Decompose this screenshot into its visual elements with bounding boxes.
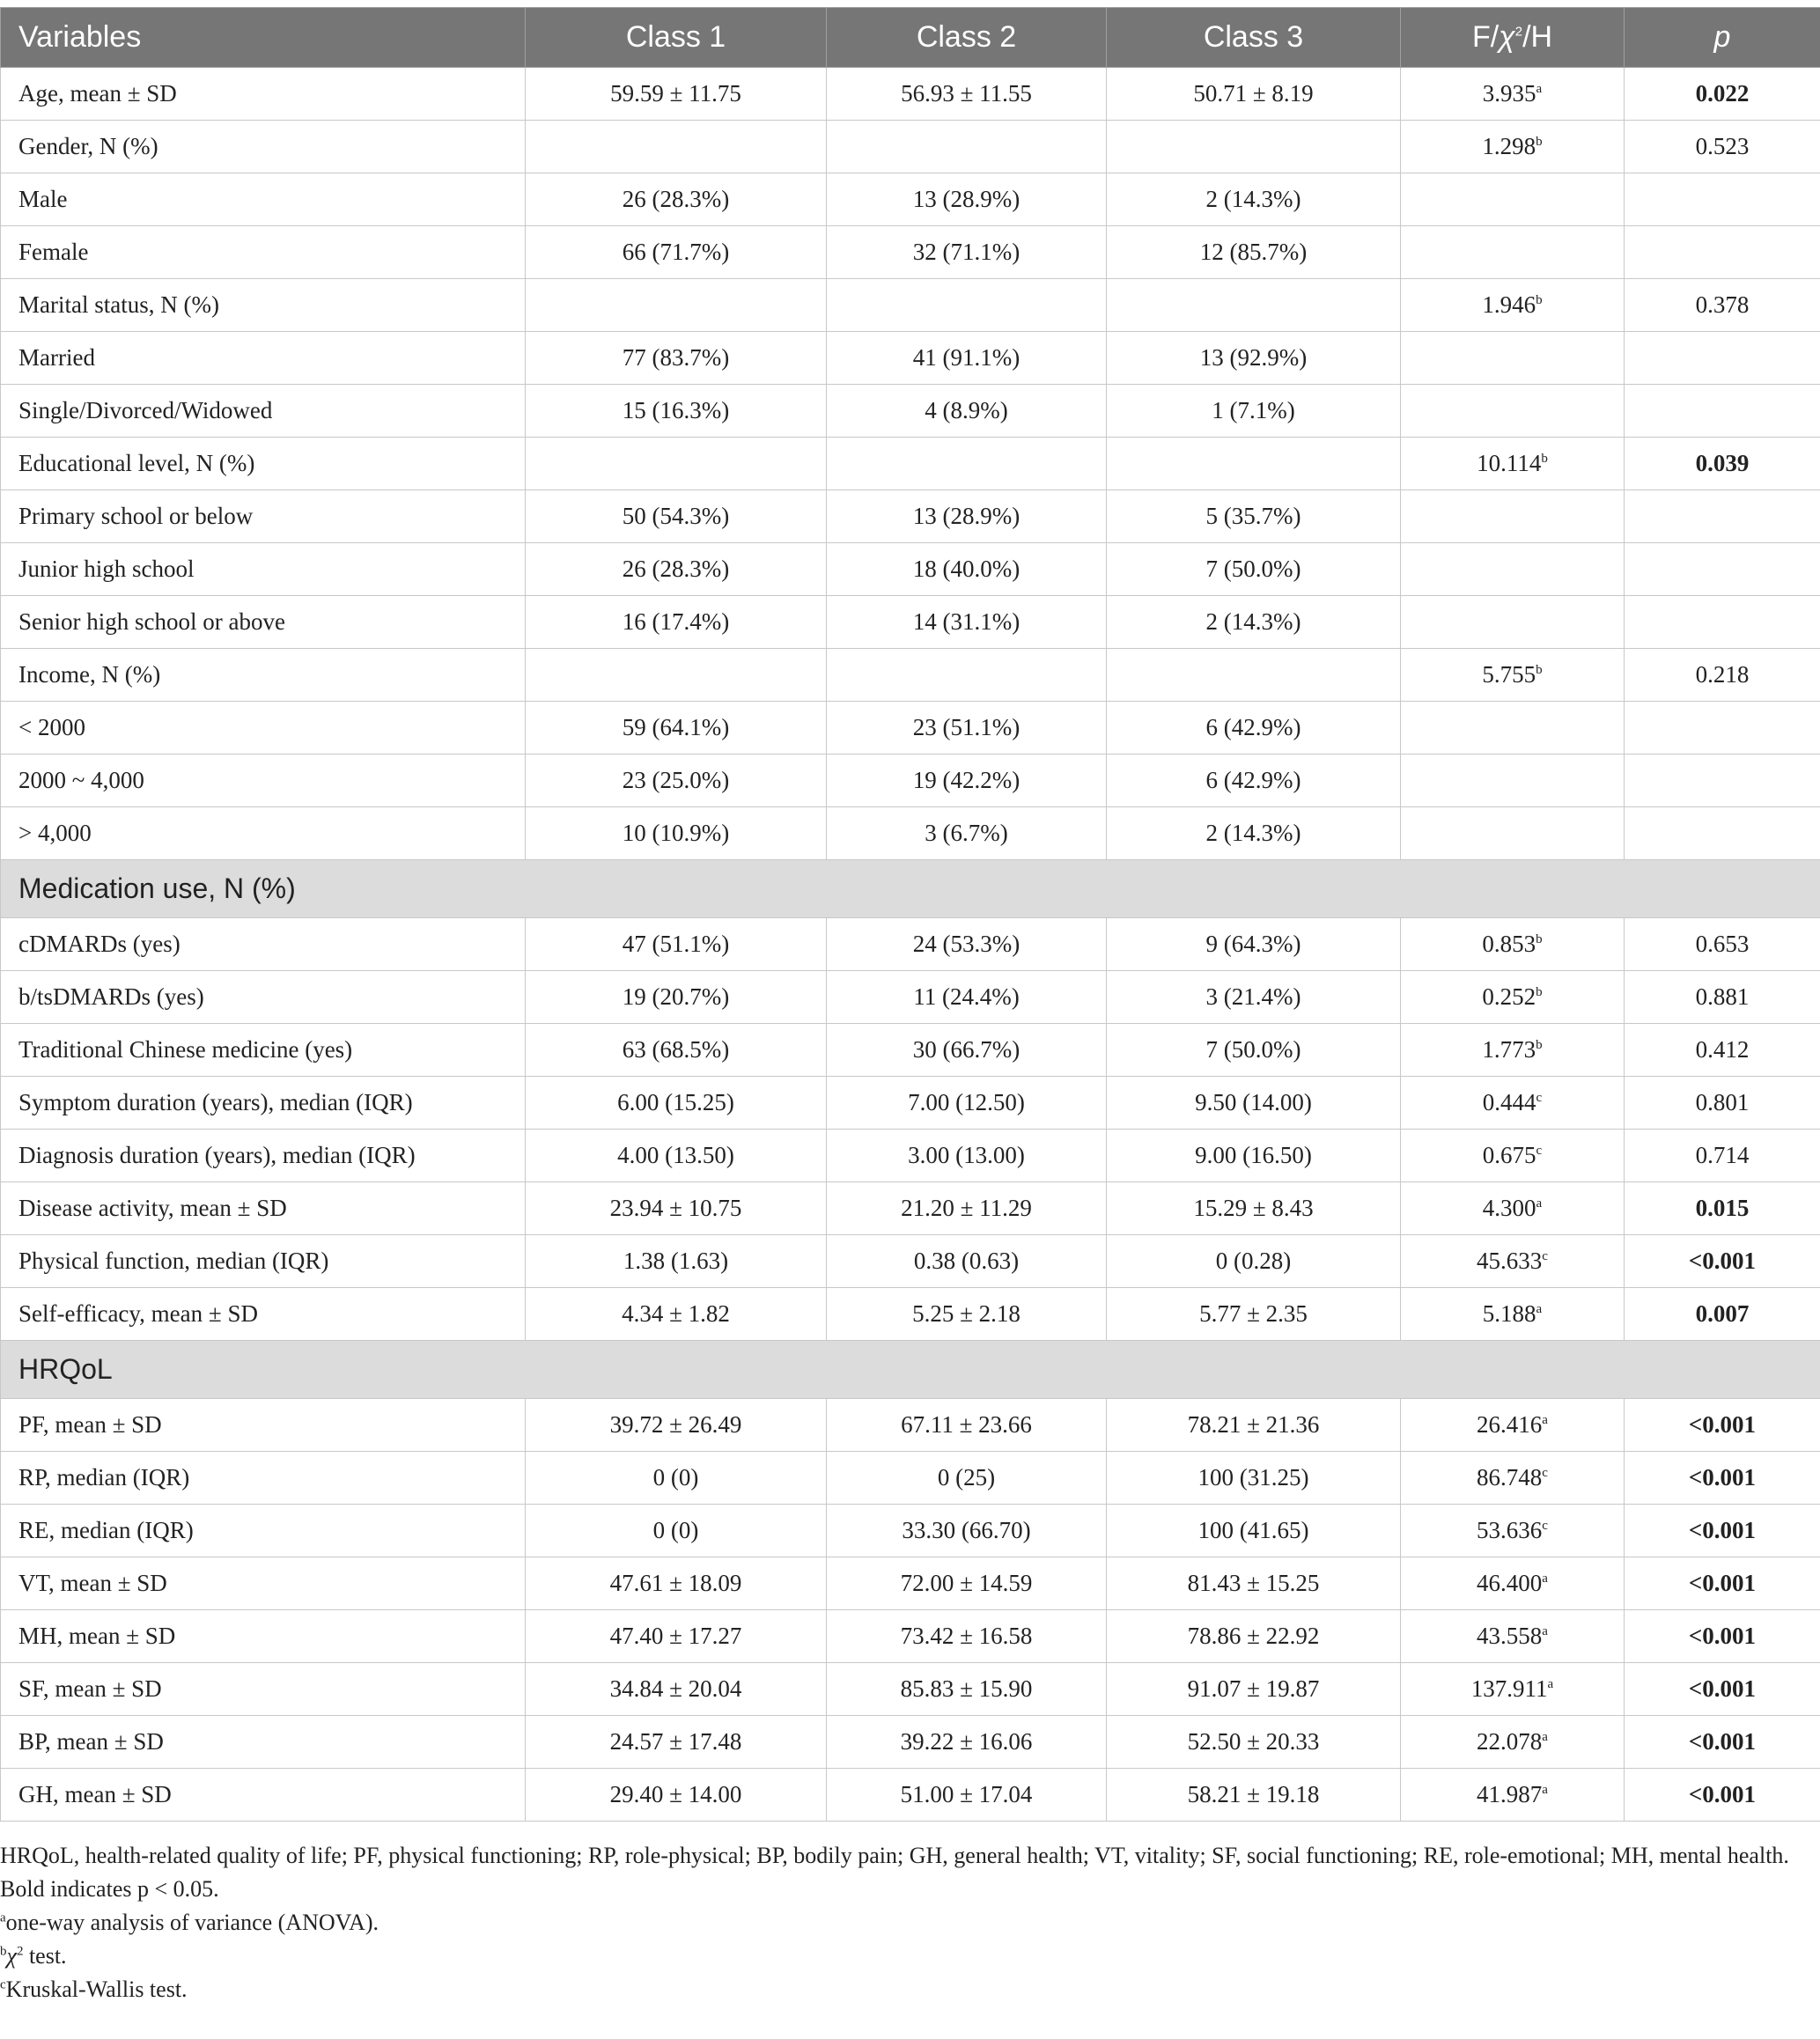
cell-p-value: <0.001 [1625,1505,1820,1557]
row-label: Married [1,332,526,385]
header-statistic: $F/\chi^2/H$ [1401,8,1625,68]
cell-class3: 3 (21.4%) [1107,971,1401,1024]
cell-statistic [1401,1557,1625,1610]
cell-class3: 78.21 ± 21.36 [1107,1399,1401,1452]
cell-class2: 72.00 ± 14.59 [827,1557,1107,1610]
cell-class1: 10 (10.9%) [526,807,827,860]
cell-statistic [1401,649,1625,702]
statistic-value: 43.558 [1477,1623,1543,1649]
cell-p-value: 0.022 [1625,68,1820,121]
row-label: Primary school or below [1,490,526,543]
section-title: HRQoL [1,1341,1820,1399]
cell-class2 [827,438,1107,490]
cell-class2: 73.42 ± 16.58 [827,1610,1107,1663]
statistic-value: 0.853 [1482,931,1536,957]
row-label: Age, mean ± SD [1,68,526,121]
cell-class3: 5.77 ± 2.35 [1107,1288,1401,1341]
cell-class1: 15 (16.3%) [526,385,827,438]
cell-statistic [1401,173,1625,226]
table-container [0,7,1820,2006]
cell-class3: 2 (14.3%) [1107,596,1401,649]
row-label: Female [1,226,526,279]
row-label: Diagnosis duration (years), median (IQR) [1,1130,526,1182]
row-label: Income, N (%) [1,649,526,702]
cell-statistic [1401,1235,1625,1288]
cell-class2: 13 (28.9%) [827,173,1107,226]
statistic-value: 86.748 [1477,1464,1543,1491]
cell-statistic [1401,121,1625,173]
table-row [1,385,1820,438]
cell-p-value: <0.001 [1625,1452,1820,1505]
cell-class2: 41 (91.1%) [827,332,1107,385]
table-row [1,807,1820,860]
statistic-test-marker: a [1542,1783,1548,1797]
cell-class2: 85.83 ± 15.90 [827,1663,1107,1716]
table-row [1,1130,1820,1182]
statistic-value: 0.675 [1482,1142,1536,1168]
table-row [1,596,1820,649]
cell-class1: 26 (28.3%) [526,173,827,226]
row-label: Male [1,173,526,226]
cell-p-value: 0.015 [1625,1182,1820,1235]
cell-class2: 24 (53.3%) [827,918,1107,971]
table-row [1,173,1820,226]
cell-class3: 7 (50.0%) [1107,543,1401,596]
row-label: RE, median (IQR) [1,1505,526,1557]
cell-class2 [827,121,1107,173]
table-row [1,490,1820,543]
statistic-test-marker: a [1536,1196,1543,1211]
statistic-value: 41.987 [1477,1781,1543,1807]
row-label: Symptom duration (years), median (IQR) [1,1077,526,1130]
cell-class3 [1107,438,1401,490]
table-row [1,649,1820,702]
table-row [1,1077,1820,1130]
table-row [1,1716,1820,1769]
statistic-test-marker: c [1542,1249,1548,1263]
row-label: b/tsDMARDs (yes) [1,971,526,1024]
cell-class3: 100 (31.25) [1107,1452,1401,1505]
cell-class2: 18 (40.0%) [827,543,1107,596]
row-label: PF, mean ± SD [1,1399,526,1452]
row-label: SF, mean ± SD [1,1663,526,1716]
statistic-value: 1.298 [1482,133,1536,159]
cell-statistic [1401,1716,1625,1769]
statistic-test-marker: c [1536,1144,1543,1158]
table-row [1,1182,1820,1235]
cell-p-value: 0.007 [1625,1288,1820,1341]
cell-class3: 100 (41.65) [1107,1505,1401,1557]
statistic-value: 137.911 [1470,1675,1548,1702]
statistic-test-marker: a [1542,1730,1548,1744]
cell-statistic [1401,1024,1625,1077]
row-label: cDMARDs (yes) [1,918,526,971]
table-row [1,918,1820,971]
cell-class1: 26 (28.3%) [526,543,827,596]
cell-class3: 58.21 ± 19.18 [1107,1769,1401,1822]
table-row [1,279,1820,332]
cell-class2: 3 (6.7%) [827,807,1107,860]
cell-statistic [1401,279,1625,332]
cell-statistic [1401,1130,1625,1182]
cell-p-value [1625,755,1820,807]
cell-class2: 3.00 (13.00) [827,1130,1107,1182]
cell-class2: 19 (42.2%) [827,755,1107,807]
cell-class2: 13 (28.9%) [827,490,1107,543]
statistic-value: 1.773 [1482,1036,1536,1063]
section-title: Medication use, N (%) [1,860,1820,918]
cell-statistic [1401,918,1625,971]
cell-class3: 2 (14.3%) [1107,173,1401,226]
cell-statistic [1401,1663,1625,1716]
cell-class3: 78.86 ± 22.92 [1107,1610,1401,1663]
cell-statistic [1401,807,1625,860]
cell-class1: 23.94 ± 10.75 [526,1182,827,1235]
cell-class1: 19 (20.7%) [526,971,827,1024]
row-label: 2000 ~ 4,000 [1,755,526,807]
row-label: GH, mean ± SD [1,1769,526,1822]
statistic-test-marker: b [1536,985,1543,999]
cell-class1: 6.00 (15.25) [526,1077,827,1130]
cell-p-value: 0.714 [1625,1130,1820,1182]
cell-statistic [1401,1505,1625,1557]
cell-class3: 0 (0.28) [1107,1235,1401,1288]
table-row [1,755,1820,807]
cell-statistic [1401,971,1625,1024]
table-row [1,1235,1820,1288]
cell-statistic [1401,1769,1625,1822]
table-row [1,332,1820,385]
statistic-test-marker: b [1536,135,1543,149]
header-class3: Class 3 [1107,8,1401,68]
cell-class2: 23 (51.1%) [827,702,1107,755]
cell-statistic [1401,702,1625,755]
cell-p-value: <0.001 [1625,1663,1820,1716]
cell-class2: 14 (31.1%) [827,596,1107,649]
header-class1: Class 1 [526,8,827,68]
footnote-c: $^c$Kruskal-Wallis test. [0,1976,188,2002]
row-label: < 2000 [1,702,526,755]
row-label: Self-efficacy, mean ± SD [1,1288,526,1341]
row-label: Senior high school or above [1,596,526,649]
cell-statistic [1401,226,1625,279]
cell-class2: 5.25 ± 2.18 [827,1288,1107,1341]
cell-class1 [526,279,827,332]
cell-class1: 24.57 ± 17.48 [526,1716,827,1769]
cell-class3: 52.50 ± 20.33 [1107,1716,1401,1769]
cell-class1: 39.72 ± 26.49 [526,1399,827,1452]
header-class2: Class 2 [827,8,1107,68]
cell-class3: 9.00 (16.50) [1107,1130,1401,1182]
cell-p-value: 0.801 [1625,1077,1820,1130]
cell-class2: 30 (66.7%) [827,1024,1107,1077]
statistic-value: 4.300 [1482,1195,1536,1221]
cell-class1: 0 (0) [526,1505,827,1557]
cell-class1 [526,121,827,173]
cell-class3: 50.71 ± 8.19 [1107,68,1401,121]
cell-statistic [1401,596,1625,649]
cell-class2: 56.93 ± 11.55 [827,68,1107,121]
cell-class2: 21.20 ± 11.29 [827,1182,1107,1235]
row-label: Educational level, N (%) [1,438,526,490]
statistic-test-marker: a [1542,1624,1548,1638]
statistic-test-marker: a [1542,1413,1548,1427]
statistic-value: 46.400 [1477,1570,1543,1596]
cell-class1: 47.40 ± 17.27 [526,1610,827,1663]
cell-class1: 47.61 ± 18.09 [526,1557,827,1610]
statistic-value: 5.755 [1482,661,1536,688]
cell-class3: 12 (85.7%) [1107,226,1401,279]
row-label: > 4,000 [1,807,526,860]
cell-class1 [526,649,827,702]
section-row [1,860,1820,918]
statistic-test-marker: c [1542,1519,1548,1533]
cell-p-value [1625,173,1820,226]
table-footnotes [0,1822,1820,2006]
cell-class1: 50 (54.3%) [526,490,827,543]
cell-statistic [1401,755,1625,807]
cell-p-value: 0.218 [1625,649,1820,702]
cell-p-value [1625,226,1820,279]
cell-statistic [1401,1288,1625,1341]
cell-p-value: <0.001 [1625,1769,1820,1822]
cell-statistic [1401,332,1625,385]
cell-class3: 9 (64.3%) [1107,918,1401,971]
row-label: Gender, N (%) [1,121,526,173]
cell-p-value: 0.378 [1625,279,1820,332]
statistic-test-marker: b [1536,663,1543,677]
cell-statistic [1401,438,1625,490]
section-row [1,1341,1820,1399]
cell-p-value: 0.523 [1625,121,1820,173]
cell-class1: 34.84 ± 20.04 [526,1663,827,1716]
cell-p-value: <0.001 [1625,1610,1820,1663]
table-row [1,1769,1820,1822]
statistic-value: 3.935 [1482,80,1536,107]
statistic-test-marker: b [1536,1038,1543,1052]
cell-class3: 1 (7.1%) [1107,385,1401,438]
cell-class3 [1107,121,1401,173]
row-label: Single/Divorced/Widowed [1,385,526,438]
cell-class3: 6 (42.9%) [1107,702,1401,755]
statistic-test-marker: a [1542,1572,1548,1586]
row-label: VT, mean ± SD [1,1557,526,1610]
statistic-test-marker: c [1536,1091,1543,1105]
row-label: RP, median (IQR) [1,1452,526,1505]
cell-class3: 91.07 ± 19.87 [1107,1663,1401,1716]
cell-class2 [827,649,1107,702]
cell-class3: 5 (35.7%) [1107,490,1401,543]
table-row [1,1663,1820,1716]
table-row [1,1399,1820,1452]
cell-class2: 7.00 (12.50) [827,1077,1107,1130]
cell-class1: 63 (68.5%) [526,1024,827,1077]
table-row [1,438,1820,490]
cell-class3: 7 (50.0%) [1107,1024,1401,1077]
table-row [1,971,1820,1024]
statistic-test-marker: a [1536,1302,1543,1316]
header-variables: Variables [1,8,526,68]
table-row [1,1610,1820,1663]
cell-class3 [1107,649,1401,702]
cell-class1: 4.00 (13.50) [526,1130,827,1182]
cell-class1: 29.40 ± 14.00 [526,1769,827,1822]
row-label: Traditional Chinese medicine (yes) [1,1024,526,1077]
table-row [1,1557,1820,1610]
cell-class2: 11 (24.4%) [827,971,1107,1024]
cell-class2: 67.11 ± 23.66 [827,1399,1107,1452]
row-label: Junior high school [1,543,526,596]
cell-p-value [1625,490,1820,543]
cell-class2: 0 (25) [827,1452,1107,1505]
row-label: Disease activity, mean ± SD [1,1182,526,1235]
cell-statistic [1401,385,1625,438]
cell-class1: 1.38 (1.63) [526,1235,827,1288]
cell-p-value: 0.881 [1625,971,1820,1024]
cell-p-value: <0.001 [1625,1399,1820,1452]
cell-class1: 59.59 ± 11.75 [526,68,827,121]
statistic-value: 26.416 [1477,1411,1543,1438]
cell-class3: 13 (92.9%) [1107,332,1401,385]
statistic-value: 10.114 [1477,450,1542,476]
cell-statistic [1401,68,1625,121]
table-body [1,68,1820,1822]
table-row [1,702,1820,755]
footnote-b: $^b\chi^2$ test. [0,1943,67,1969]
table-row [1,1288,1820,1341]
row-label: Marital status, N (%) [1,279,526,332]
cell-class2: 0.38 (0.63) [827,1235,1107,1288]
header-p: p [1625,8,1820,68]
cell-class2: 33.30 (66.70) [827,1505,1107,1557]
cell-p-value [1625,596,1820,649]
cell-p-value [1625,332,1820,385]
cell-statistic [1401,1182,1625,1235]
footnote-abbreviations: HRQoL, health-related quality of life; PF, physical functioning; RP, role-physical; BP, bodily pain; GH, general health; VT, vitality; SF, social functioning; RE, role-emotional; MH, mental health. Bold indicates p < 0.05. [0,1843,1789,1902]
statistic-value: 45.633 [1477,1248,1543,1274]
row-label: BP, mean ± SD [1,1716,526,1769]
cell-statistic [1401,490,1625,543]
cell-class1: 47 (51.1%) [526,918,827,971]
statistic-value: 5.188 [1482,1300,1536,1327]
row-label: MH, mean ± SD [1,1610,526,1663]
statistic-test-marker: a [1536,82,1543,96]
statistic-value: 0.444 [1482,1089,1536,1115]
cell-p-value: <0.001 [1625,1235,1820,1288]
statistic-value: 22.078 [1477,1728,1543,1755]
statistic-test-marker: b [1541,452,1548,466]
cell-class1 [526,438,827,490]
table-row [1,226,1820,279]
cell-p-value [1625,807,1820,860]
statistic-test-marker: b [1536,932,1543,946]
table-row [1,1024,1820,1077]
cell-statistic [1401,1077,1625,1130]
table-row [1,1452,1820,1505]
statistic-value: 1.946 [1482,291,1536,318]
table-row [1,121,1820,173]
cell-class1: 16 (17.4%) [526,596,827,649]
cell-p-value: 0.412 [1625,1024,1820,1077]
cell-p-value [1625,702,1820,755]
statistic-value: 53.636 [1477,1517,1543,1543]
cell-p-value: 0.653 [1625,918,1820,971]
cell-class3: 6 (42.9%) [1107,755,1401,807]
cell-class2: 39.22 ± 16.06 [827,1716,1107,1769]
cell-class3: 9.50 (14.00) [1107,1077,1401,1130]
cell-class1: 59 (64.1%) [526,702,827,755]
table-row [1,543,1820,596]
cell-p-value: <0.001 [1625,1557,1820,1610]
cell-p-value [1625,385,1820,438]
cell-class2: 4 (8.9%) [827,385,1107,438]
statistic-value: 0.252 [1482,983,1536,1010]
cell-statistic [1401,543,1625,596]
cell-class1: 4.34 ± 1.82 [526,1288,827,1341]
cell-p-value: 0.039 [1625,438,1820,490]
header-row [1,8,1820,68]
cell-p-value [1625,543,1820,596]
cell-class1: 0 (0) [526,1452,827,1505]
cell-statistic [1401,1452,1625,1505]
cell-class2 [827,279,1107,332]
results-table [0,7,1820,1822]
cell-class1: 23 (25.0%) [526,755,827,807]
statistic-test-marker: a [1547,1677,1554,1691]
cell-class1: 77 (83.7%) [526,332,827,385]
row-label: Physical function, median (IQR) [1,1235,526,1288]
cell-class3: 2 (14.3%) [1107,807,1401,860]
cell-class3: 81.43 ± 15.25 [1107,1557,1401,1610]
statistic-test-marker: c [1542,1466,1548,1480]
statistic-test-marker: b [1536,293,1543,307]
cell-class2: 32 (71.1%) [827,226,1107,279]
cell-statistic [1401,1399,1625,1452]
footnote-a: $^a$one-way analysis of variance (ANOVA). [0,1910,379,1935]
cell-class1: 66 (71.7%) [526,226,827,279]
cell-p-value: <0.001 [1625,1716,1820,1769]
cell-statistic [1401,1610,1625,1663]
table-row [1,68,1820,121]
cell-class2: 51.00 ± 17.04 [827,1769,1107,1822]
cell-class3: 15.29 ± 8.43 [1107,1182,1401,1235]
cell-class3 [1107,279,1401,332]
table-row [1,1505,1820,1557]
